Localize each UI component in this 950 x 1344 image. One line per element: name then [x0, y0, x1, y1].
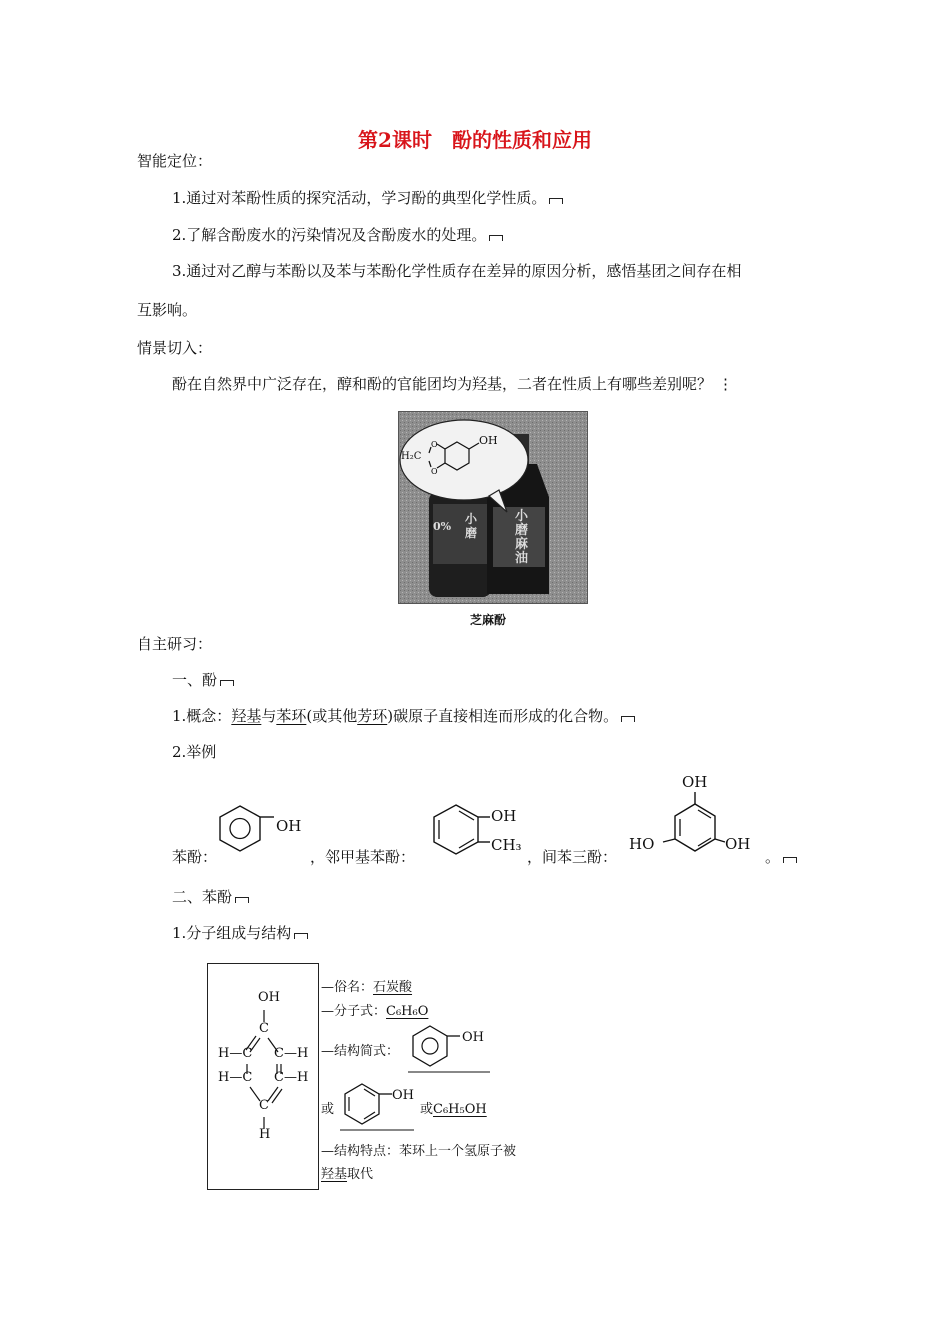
phloroglucinol-structure-icon [655, 790, 735, 860]
part2-heading: 二、苯酚 [172, 887, 249, 907]
structure-feature-cont: 羟基取代 [321, 1167, 374, 1182]
sesame-oil-photo [398, 411, 588, 604]
section-mark-icon [235, 897, 249, 903]
kekule-hc-upper-left: H—C [218, 1046, 253, 1061]
phenol-structure-box [207, 963, 319, 1190]
svg-text:O: O [431, 467, 438, 476]
cresol-oh-label: OH [491, 807, 517, 825]
simplified-structure-label: —结构简式： [321, 1044, 400, 1059]
goal-item-3-cont: 互影响。 [137, 301, 198, 319]
examples-end: 。 [765, 847, 797, 867]
goal-item-1: 1.通过对苯酚性质的探究活动，学习酚的典型化学性质。 [172, 188, 563, 208]
intro-heading: 情景切入： [137, 339, 213, 357]
molecular-formula-row: —分子式：C₆H₆O [321, 1004, 429, 1019]
section-mark-icon [489, 235, 503, 241]
or-formula-row: 或C₆H₅OH [420, 1102, 487, 1117]
resorcinol-right-oh: OH [725, 835, 751, 853]
bottle-label-back: 小 磨 [465, 512, 478, 540]
section-mark-icon [783, 857, 797, 863]
kekule-hc-lower-left: H—C [218, 1070, 253, 1085]
goal-item-2: 2.了解含酚废水的污染情况及含酚废水的处理。 [172, 225, 503, 245]
kekule-oh: OH [258, 990, 280, 1005]
example-phenol-label: 苯酚： [172, 848, 218, 866]
section-mark-icon [220, 680, 234, 686]
kekule-h-bottom: H [259, 1127, 271, 1142]
goal-item-3: 3.通过对乙醇与苯酚以及苯与苯酚化学性质存在差异的原因分析，感悟基团之间存在相 [172, 262, 742, 280]
common-name-row: —俗名：石炭酸 [321, 980, 413, 995]
goals-heading: 智能定位： [137, 152, 213, 170]
kekule-c-top: C [259, 1021, 269, 1036]
cresol-ch3-label: CH₃ [491, 836, 522, 854]
alt-structure-oh: OH [392, 1088, 414, 1103]
section-mark-icon [294, 933, 308, 939]
page-title: 第2课时 酚的性质和应用 [358, 128, 592, 152]
bottle-label-front: 小 磨 麻 油 [515, 509, 529, 566]
or-label-1: 或 [321, 1102, 335, 1117]
kekule-c-bottom: C [259, 1098, 269, 1113]
section-mark-icon [621, 716, 635, 722]
resorcinol-top-oh: OH [682, 773, 708, 791]
phenol-oh-label: OH [276, 817, 302, 835]
o-cresol-structure-icon [426, 800, 496, 864]
example-cresol-label: ，邻甲基苯酚： [310, 848, 416, 866]
examples-heading: 2.举例 [172, 743, 217, 761]
kekule-ch-upper-right: C—H [274, 1046, 309, 1061]
structure-heading: 1.分子组成与结构 [172, 923, 308, 943]
example-resorcinol-label: ，间苯三酚： [527, 848, 618, 866]
structure-feature-row: —结构特点：苯环上一个氢原子被 [321, 1144, 517, 1159]
section-mark-icon [549, 198, 563, 204]
kekule-ch-lower-right: C—H [274, 1070, 309, 1085]
intro-text: 酚在自然界中广泛存在，醇和酚的官能团均为羟基，二者在性质上有哪些差别呢？ ⋮ [172, 375, 734, 393]
simple-structure-oh: OH [462, 1030, 484, 1045]
part1-heading: 一、酚 [172, 670, 234, 690]
bottle-label-percent: 0% [433, 520, 452, 533]
resorcinol-left-ho: HO [629, 835, 655, 853]
svg-text:O: O [431, 440, 438, 449]
molecule-h2c-label: H₂C [401, 451, 422, 462]
concept-definition: 1.概念：羟基与苯环(或其他芳环)碳原子直接相连而形成的化合物。 [172, 706, 635, 726]
study-heading: 自主研习： [137, 635, 213, 653]
molecule-oh-label: OH [479, 434, 498, 447]
image-caption: 芝麻酚 [470, 613, 507, 627]
